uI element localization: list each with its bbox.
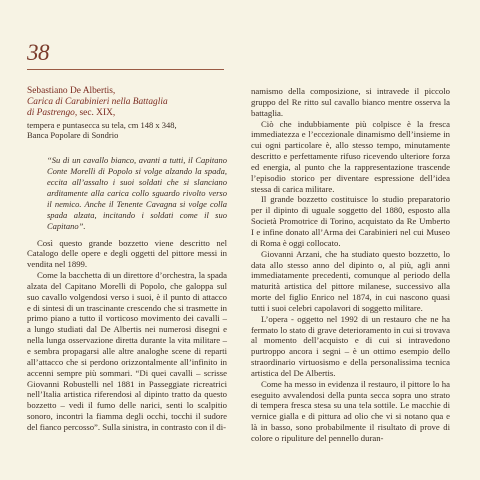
paragraph: namismo della composizione, si intravede il piccolo gruppo del Re ritto sul cavallo bianco mentre osserva la battaglia. <box>251 86 450 118</box>
page-number: 38 <box>27 40 49 65</box>
paragraph: L’opera - oggetto nel 1992 di un restauro che ne ha fermato lo stato di grave deterioramento in cui si trovava al momento dell’acquisto e di cui si intravedono purtroppo ancora i segni – è un ottimo esempio dello straordinario virtuosismo e della personalissima tecnica artistica del De Albertis. <box>251 313 450 378</box>
right-column <box>251 86 450 444</box>
caption-subtitle-2: di Pastrengo <box>27 108 75 119</box>
paragraph: Ciò che indubbiamente più colpisce è la fresca immediatezza e l’eccezionale dinamismo dell’insieme in cui ogni particolare è, allo stesso tempo, minutamente descritto e perfettamente rifuso ricevendo ulteriore forza ed energia, al punto che la rappresentazione trascende l’episodio storico per diventare espressione dell’idea stessa di carica militare. <box>251 118 450 194</box>
paragraph: Come la bacchetta di un direttore d’orchestra, la spada alzata del Capitano Morelli di Popolo, che galoppa sul suo cavallo volgendosi verso i suoi, è il punto di attacco e di sintesi di un trascinante crescendo che si trasmette in primo piano a tutto il vorticoso movimento dei cavalli – a lungo studiati dal De Albertis nei numerosi disegni e nella lunga osservazione diretta durante la vita militare – e sembra propagarsi alle altre analoghe scene di reparti all’attacco che si perdono orizzontalmente all’infinito in accenni sempre più sommari. “Di quei cavalli – scrisse Giovanni Robustelli nel 1881 in Passeggiate ricreatrici nell’Italia artistica riferendosi al dipinto tratto da questo bozzetto – vedi il fumo delle narici, senti lo scalpitio sonoro, incontri la fiamma degli occhi, tocchi il sudore del fianco percosso”. Sulla sinistra, in contrasto con il di- <box>27 270 227 432</box>
header-rule <box>27 69 224 70</box>
paragraph: Il grande bozzetto costituisce lo studio preparatorio per il dipinto di uguale soggetto del 1880, esposto alla Società Promotrice di Torino, acquistato da Re Umberto I e infine donato all’Arma dei Carabinieri nel cui Museo di Roma è oggi collocato. <box>251 194 450 248</box>
quote: “Su di un cavallo bianco, avanti a tutti, il Capitano Conte Morelli di Popolo si volge alzando la spada, eccita all’assalto i suoi soldati che si slanciano arditamente alla carica collo sguardo rivolto verso il nemico. Anche il Tenente Cavagna si volge colla spada alzata, incitando i soldati come il suo Capitano”. <box>47 155 227 231</box>
caption-collection: Banca Popolare di Sondrio <box>27 130 119 141</box>
paragraph: Così questo grande bozzetto viene descritto nel Catalogo delle opere e degli oggetti del pittore messi in vendita nel 1899. <box>27 237 227 270</box>
paragraph: Giovanni Arzani, che ha studiato questo bozzetto, lo data allo stesso anno del dipinto o, al più, agli anni immediatamente precedenti, comunque al periodo della maturità artistica del pittore milanese, successivo alla morte del figlio Enrico nel 1874, in cui nascono quasi tutti i suoi celebri capolavori di soggetto militare. <box>251 248 450 313</box>
caption-subtitle-line-2 <box>27 108 227 119</box>
left-column <box>27 86 227 433</box>
paragraph: Come ha messo in evidenza il restauro, il pittore lo ha eseguito avvalendosi della punta secca sopra uno strato di tempera fresca stesa su una tela sottile. Le macchie di vernice gialla e di pittura ad olio che vi si notano qua e là in basso, sono probabilmente il risultato di prove di colore o ripuliture del pennello duran- <box>251 378 450 443</box>
caption-technique: tempera e puntasecca su tela, cm 148 x 348, <box>27 119 177 130</box>
caption-subtitle: Carica di Carabinieri nella Battaglia <box>27 97 168 108</box>
caption-title: Sebastiano De Albertis, <box>27 86 116 96</box>
caption-series: , sec. XIX, <box>74 108 116 119</box>
